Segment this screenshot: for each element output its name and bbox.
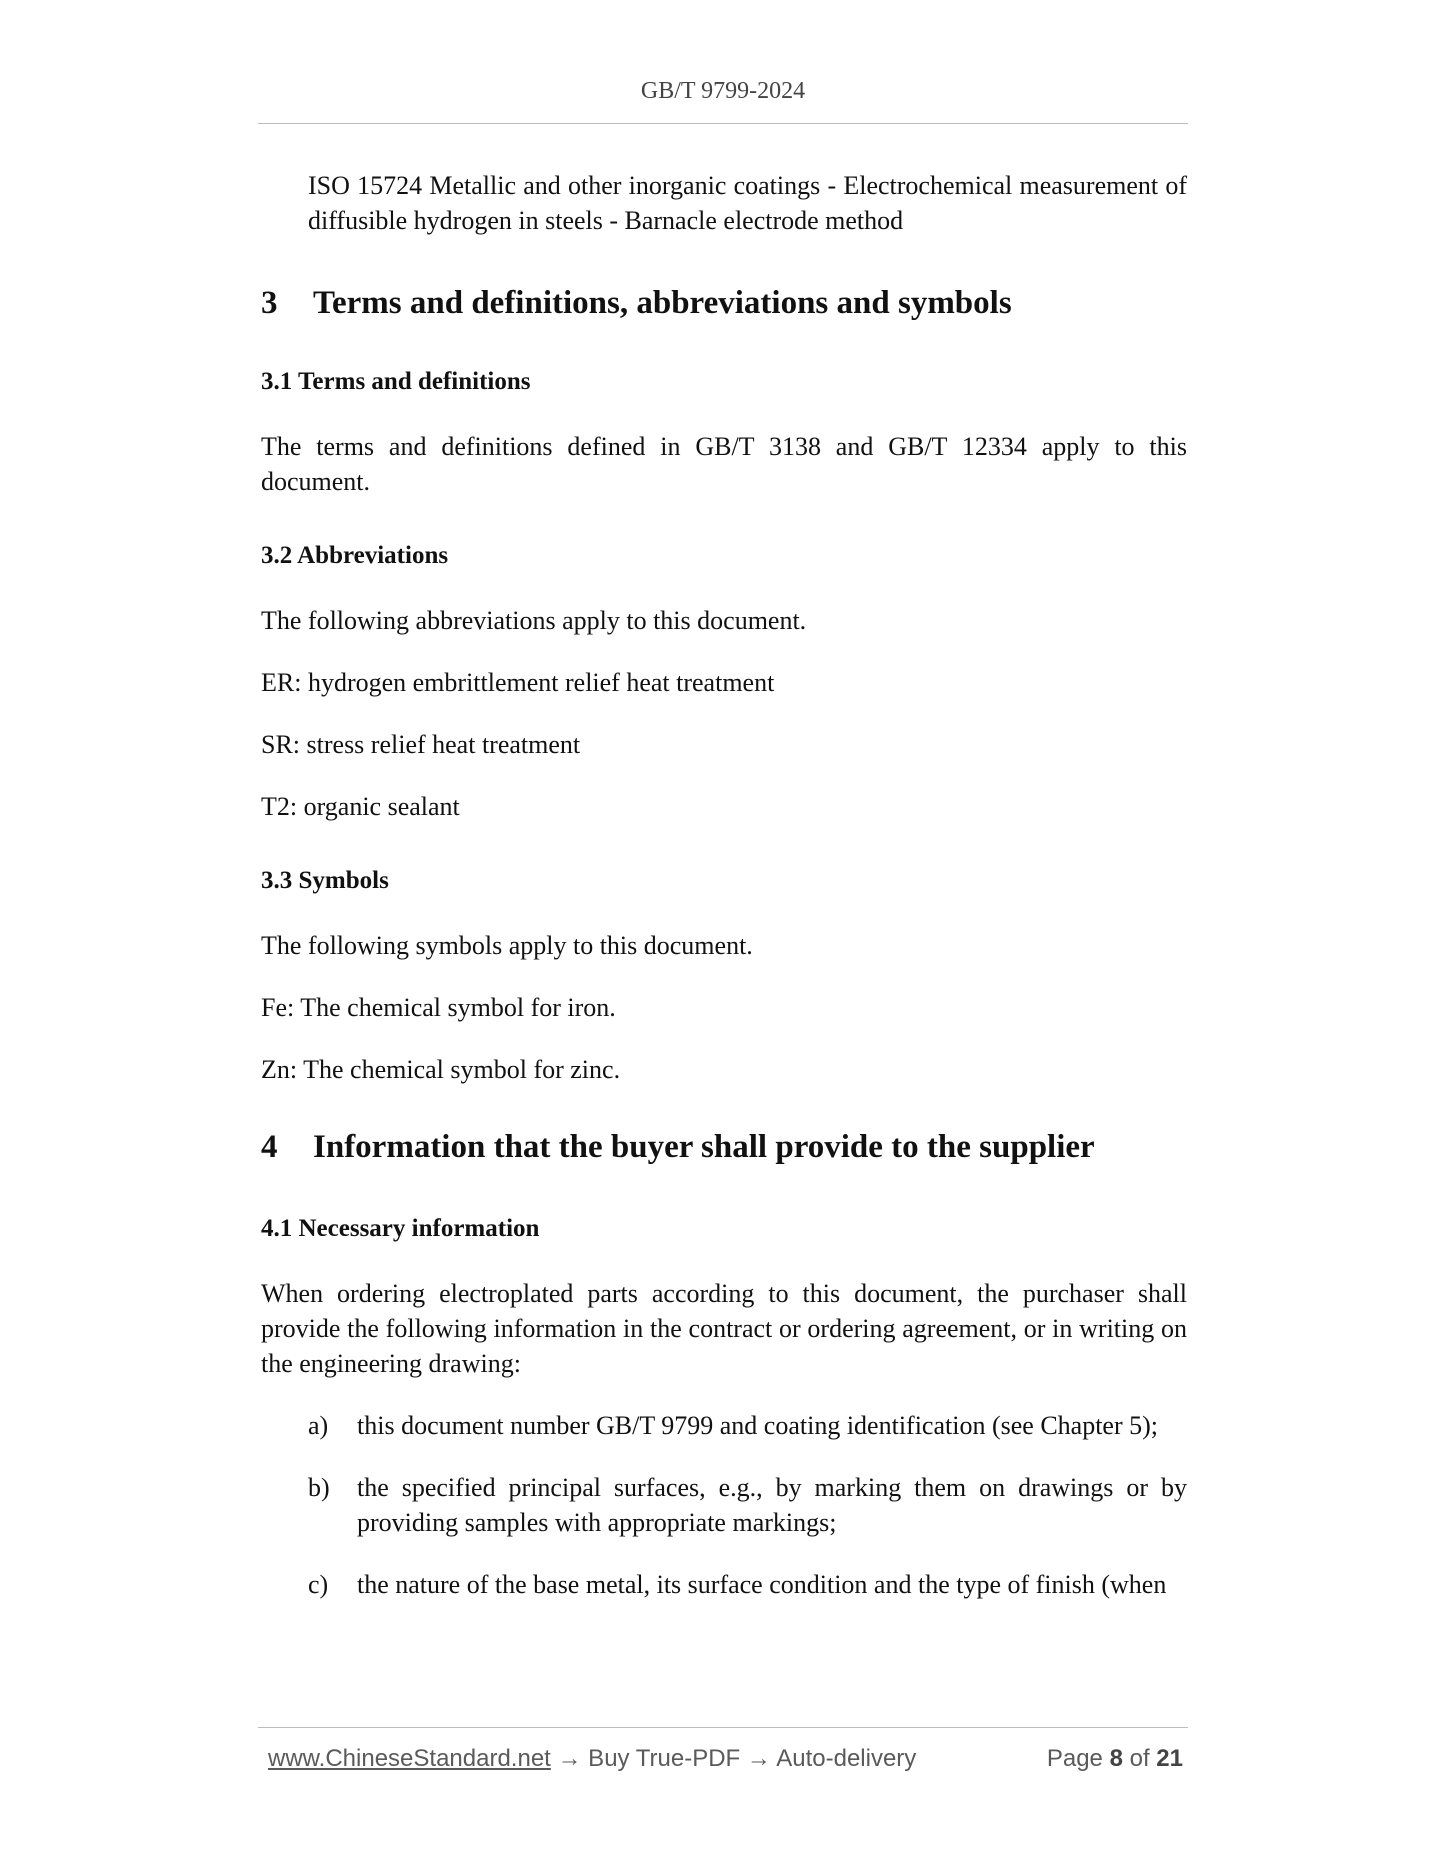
section-3-number: 3 [261,285,278,321]
list-item-text: this document number GB/T 9799 and coating identification (see Chapter 5); [357,1411,1158,1440]
abbreviation-t2: T2: organic sealant [261,792,460,821]
section-3-heading [261,283,1187,323]
symbol-zn: Zn: The chemical symbol for zinc. [261,1055,621,1084]
list-item-text: the specified principal surfaces, e.g., by marking them on drawings or by providing samples with appropriate markings; [357,1473,1187,1537]
list-item [261,1470,1187,1540]
footer-left [268,1745,916,1773]
list-item [261,1408,1187,1443]
list-marker: a) [308,1411,329,1440]
subsection-4-1-heading: 4.1 Necessary information [261,1215,540,1242]
subsection-3-1-text: The terms and definitions defined in GB/T 3138 and GB/T 12334 apply to this document. [261,432,1187,496]
page-current: 8 [1109,1745,1123,1772]
abbreviation-er: ER: hydrogen embrittlement relief heat treatment [261,668,775,697]
section-4-title: Information that the buyer shall provide to the supplier [313,1129,1095,1165]
abbreviation-sr: SR: stress relief heat treatment [261,730,581,759]
symbol-fe: Fe: The chemical symbol for iron. [261,993,616,1022]
section-4-number: 4 [261,1129,278,1165]
symbols-intro: The following symbols apply to this document. [261,931,753,960]
list-marker: b) [308,1473,330,1502]
footer-tagline: → Buy True-PDF → Auto-delivery [550,1745,917,1772]
subsection-4-1-intro: When ordering electroplated parts according to this document, the purchaser shall provide the following information in the contract or ordering agreement, or in writing on the engineering drawing: [261,1279,1187,1378]
footer-divider [258,1727,1188,1728]
list-marker: c) [308,1570,329,1599]
header-divider [258,123,1188,124]
page-footer [268,1745,1183,1773]
subsection-3-3-heading: 3.3 Symbols [261,867,389,894]
subsection-3-1-heading: 3.1 Terms and definitions [261,368,531,395]
abbreviations-intro: The following abbreviations apply to this document. [261,606,807,635]
section-4-heading [261,1127,1187,1167]
normative-reference-iso-15724: ISO 15724 Metallic and other inorganic coatings - Electrochemical measurement of diffusible hydrogen in steels - Barnacle electrode method [308,171,1187,235]
list-item-text: the nature of the base metal, its surface condition and the type of finish (when [357,1570,1167,1599]
website-link[interactable]: www.ChineseStandard.net [268,1745,551,1772]
list-item [261,1567,1187,1602]
page-header: GB/T 9799-2024 [640,78,806,104]
section-3-title: Terms and definitions, abbreviations and symbols [313,285,1012,321]
subsection-3-2-heading: 3.2 Abbreviations [261,542,449,569]
document-body [261,168,1187,1602]
page-total: 21 [1156,1745,1183,1772]
of-word: of [1129,1745,1150,1772]
page-indicator [1047,1745,1183,1773]
page-word: Page [1046,1745,1103,1772]
